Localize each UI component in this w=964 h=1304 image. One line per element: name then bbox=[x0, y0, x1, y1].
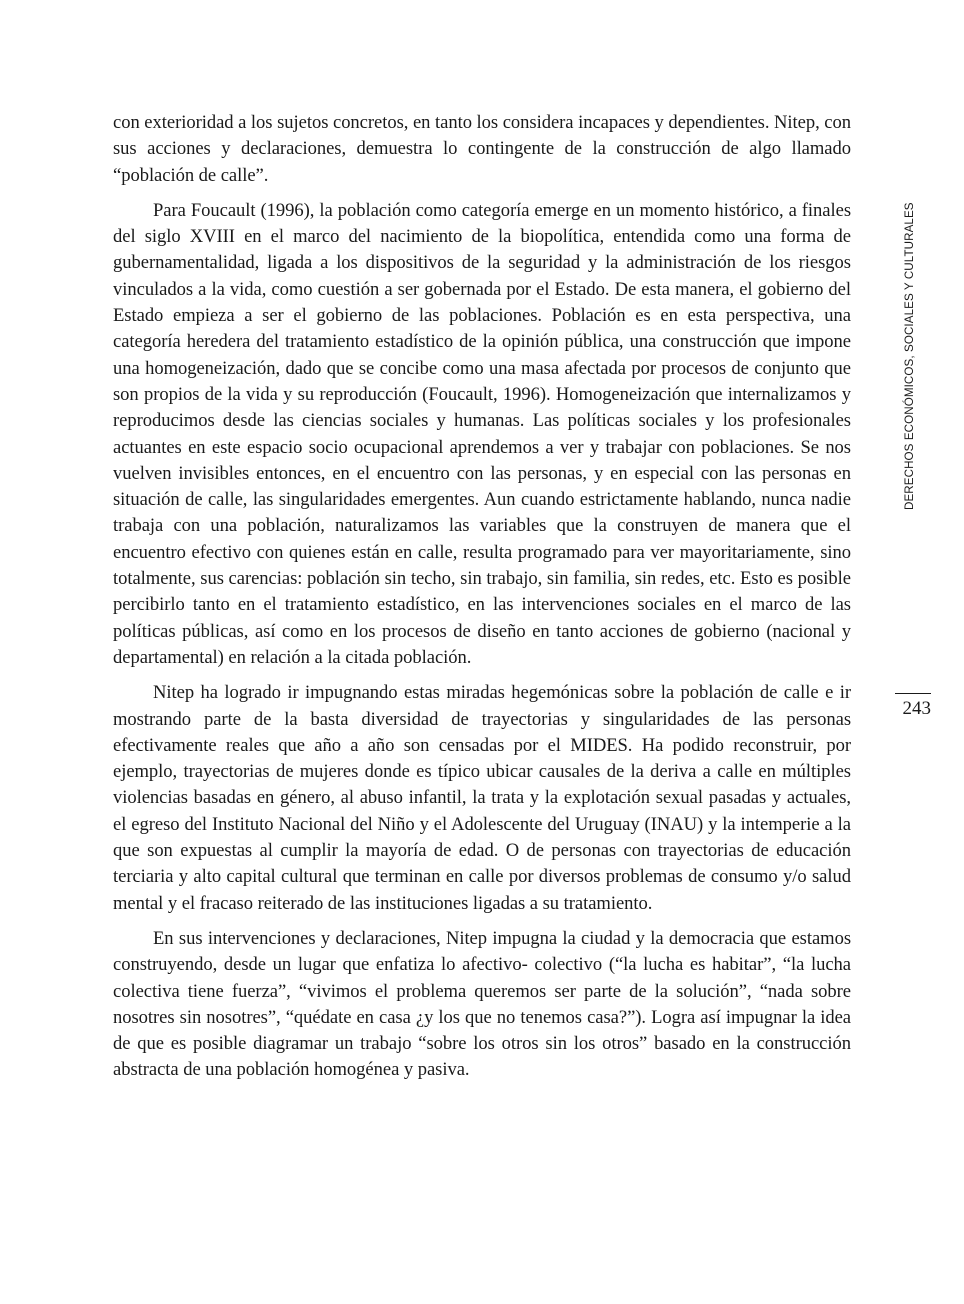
body-text bbox=[113, 110, 851, 1093]
page-number: 243 bbox=[902, 698, 931, 719]
page-number-rule bbox=[895, 693, 931, 694]
paragraph-nitep-interventions: En sus intervenciones y declaraciones, Nitep impugna la ciudad y la democracia que estamos construyendo, desde un lugar que enfatiza lo afectivo- colectivo (“la lucha es habitar”, “la lucha colectiva tiene fuerza”, “vivimos el problema queremos ser parte de la solución”, “nada sobre nosotres sin nosotres”, “quédate en casa ¿y los que no tenemos casa?”). Logra así impugnar la idea de que es posible diagramar un trabajo “sobre los otros sin los otros” basado en la construcción abstracta de una población homogénea y pasiva. bbox=[113, 927, 851, 1081]
paragraph-continuation: con exterioridad a los sujetos concretos, en tanto los considera incapaces y dependientes. Nitep, con sus acciones y declaraciones, demuestra lo contingente de la construcción de algo llamado “población de calle”. bbox=[113, 112, 851, 186]
paragraph-foucault-population: Para Foucault (1996), la población como categoría emerge en un momento histórico, a finales del siglo XVIII en el marco del nacimiento de la biopolítica, entendida como una forma de gubernamentalidad, ligada a los dispositivos de la seguridad y la administración de los riesgos vinculados a la vida, como cuestión a ser gobernada por el Estado. De esta manera, el gobierno del Estado empieza a ser el gobierno de las poblaciones. Población es en esta perspectiva, una categoría heredera del tratamiento estadístico de la opinión pública, una construcción que impone una homogeneización, dado que se concibe como una masa afectada por procesos de conjunto que son propios de la vida y su reproducción (Foucault, 1996). Homogeneización que internalizamos y reproducimos desde las ciencias sociales y humanas. Las políticas sociales y los profesionales actuantes en este espacio socio ocupacional aprendemos a ver y trabajar con poblaciones. Se nos vuelven invisibles entonces, en el encuentro con las personas, y en especial con las personas en situación de calle, las singularidades emergentes. Aun cuando estrictamente hablando, nunca nadie trabaja con una población, naturalizamos las variables que la construyen de manera que el encuentro efectivo con quienes están en calle, resulta programado para ver mayoritariamente, sino totalmente, sus carencias: población sin techo, sin trabajo, sin familia, sin redes, etc. Esto es posible percibirlo tanto en el tratamiento estadístico, en las intervenciones sociales en el marco de las políticas públicas, así como en los procesos de diseño en tanto acciones de gobierno (nacional y departamental) en relación a la citada población. bbox=[113, 199, 851, 668]
paragraph-nitep-trajectories: Nitep ha logrado ir impugnando estas miradas hegemónicas sobre la población de calle e ir mostrando parte de la basta diversidad de trayectorias y singularidades de las personas efectivamente reales que año a año son censadas por el MIDES. Ha podido reconstruir, por ejemplo, trayectorias de mujeres donde es típico ubicar causales de la deriva a calle en múltiples violencias basadas en género, al abuso infantil, la trata y la explotación sexual pasadas y actuales, el egreso del Instituto Nacional del Niño y el Adolescente del Uruguay (INAU) y la intemperie a la que son expuestas al cumplir la mayoría de edad. O de personas con trayectorias de educación terciaria y alto capital cultural que terminan en calle por diversos problemas de consumo y/o salud mental y el fracaso reiterado de las instituciones ligadas a su tratamiento. bbox=[113, 682, 851, 914]
running-header: DERECHOS ECONÓMICOS, SOCIALES Y CULTURALES bbox=[903, 202, 916, 510]
